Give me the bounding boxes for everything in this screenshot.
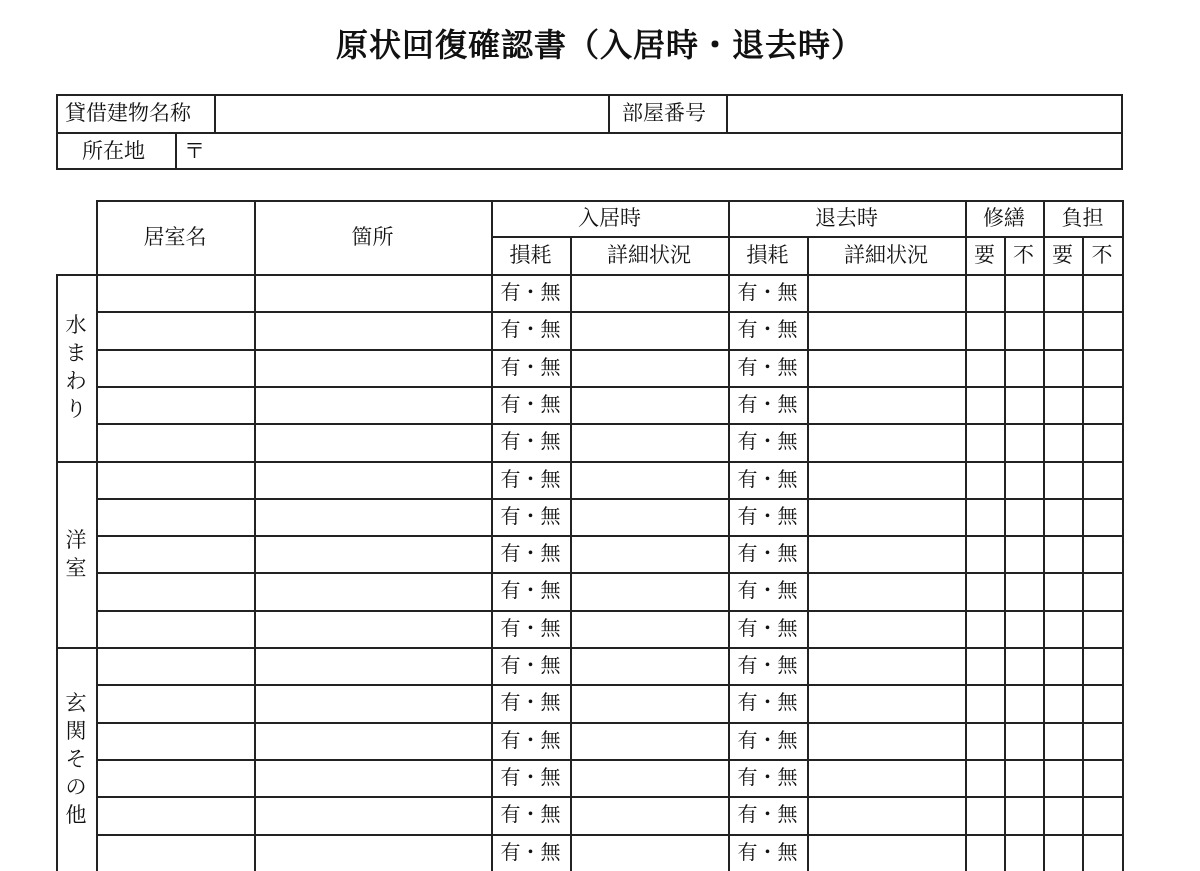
move-in-wear-cell[interactable]: 有・無 <box>500 727 561 752</box>
move-out-wear-cell[interactable]: 有・無 <box>737 354 798 379</box>
grid-line <box>96 684 1124 686</box>
move-out-wear-cell[interactable]: 有・無 <box>737 615 798 640</box>
move-out-wear-cell[interactable]: 有・無 <box>737 391 798 416</box>
move-in-wear-header: 損耗 <box>509 243 552 267</box>
place-header: 箇所 <box>351 225 394 249</box>
move-out-wear-cell[interactable]: 有・無 <box>737 578 798 603</box>
repair-header: 修繕 <box>983 206 1025 230</box>
move-out-wear-cell[interactable]: 有・無 <box>737 317 798 342</box>
move-in-wear-cell[interactable]: 有・無 <box>500 280 561 304</box>
move-in-wear-cell[interactable]: 有・無 <box>500 764 561 789</box>
move-in-wear-cell[interactable]: 有・無 <box>500 466 561 491</box>
postal-mark: 〒 <box>184 139 205 163</box>
grid-line <box>56 461 1124 463</box>
address-label: 所在地 <box>82 139 145 163</box>
move-out-wear-cell[interactable]: 有・無 <box>737 541 798 566</box>
grid-line <box>96 610 1124 612</box>
move-out-header: 退去時 <box>815 206 878 230</box>
move-in-wear-cell[interactable]: 有・無 <box>500 802 561 827</box>
grid-line <box>96 834 1124 836</box>
move-in-wear-cell[interactable]: 有・無 <box>500 615 561 640</box>
move-in-wear-cell[interactable]: 有・無 <box>500 317 561 342</box>
room-name-header: 居室名 <box>143 225 207 249</box>
grid-line <box>1082 236 1084 871</box>
move-out-wear-cell[interactable]: 有・無 <box>737 802 798 827</box>
move-out-wear-cell[interactable]: 有・無 <box>737 280 798 304</box>
move-in-wear-cell[interactable]: 有・無 <box>500 578 561 603</box>
repair-need-header: 要 <box>974 243 995 267</box>
grid-line <box>96 759 1124 761</box>
grid-line <box>96 349 1124 351</box>
grid-line <box>96 722 1124 724</box>
room-number-label: 部屋番号 <box>622 101 706 125</box>
grid-line <box>1004 236 1006 871</box>
repair-not-header: 不 <box>1013 243 1034 267</box>
move-in-wear-cell[interactable]: 有・無 <box>500 653 561 677</box>
move-out-wear-cell[interactable]: 有・無 <box>737 653 798 677</box>
grid-line <box>96 535 1124 537</box>
move-out-wear-header: 損耗 <box>746 243 789 267</box>
move-out-wear-cell[interactable]: 有・無 <box>737 764 798 789</box>
grid-line <box>96 311 1124 313</box>
move-in-wear-cell[interactable]: 有・無 <box>500 391 561 416</box>
move-out-detail-header: 詳細状況 <box>844 243 928 267</box>
move-out-wear-cell[interactable]: 有・無 <box>737 727 798 752</box>
grid-line <box>96 200 1124 202</box>
move-in-wear-cell[interactable]: 有・無 <box>500 541 561 566</box>
move-out-wear-cell[interactable]: 有・無 <box>737 503 798 528</box>
burden-header: 負担 <box>1061 206 1104 230</box>
section-label: 水 ま わ り <box>65 313 87 422</box>
grid-line <box>570 236 572 871</box>
grid-line <box>56 647 1124 649</box>
section-label: 洋 室 <box>65 527 87 580</box>
move-in-detail-header: 詳細状況 <box>607 243 691 267</box>
move-in-wear-cell[interactable]: 有・無 <box>500 690 561 715</box>
burden-not-header: 不 <box>1091 243 1113 267</box>
grid-line <box>96 572 1124 574</box>
move-in-wear-cell[interactable]: 有・無 <box>500 503 561 528</box>
move-in-wear-cell[interactable]: 有・無 <box>500 429 561 454</box>
move-out-wear-cell[interactable]: 有・無 <box>737 690 798 715</box>
grid-line <box>96 498 1124 500</box>
move-in-wear-cell[interactable]: 有・無 <box>500 354 561 379</box>
grid-line <box>56 274 1124 276</box>
move-in-wear-cell[interactable]: 有・無 <box>500 839 561 864</box>
building-name-label: 貸借建物名称 <box>65 101 191 125</box>
grid-line <box>96 386 1124 388</box>
page-title: 原状回復確認書（入居時・退去時） <box>335 26 864 64</box>
move-in-header: 入居時 <box>578 206 641 230</box>
grid-line <box>96 423 1124 425</box>
grid-line <box>96 796 1124 798</box>
burden-need-header: 要 <box>1052 243 1073 267</box>
grid-line <box>807 236 809 871</box>
move-out-wear-cell[interactable]: 有・無 <box>737 429 798 454</box>
section-label: 玄 関 そ の 他 <box>65 690 87 827</box>
move-out-wear-cell[interactable]: 有・無 <box>737 839 798 864</box>
move-out-wear-cell[interactable]: 有・無 <box>737 466 798 491</box>
